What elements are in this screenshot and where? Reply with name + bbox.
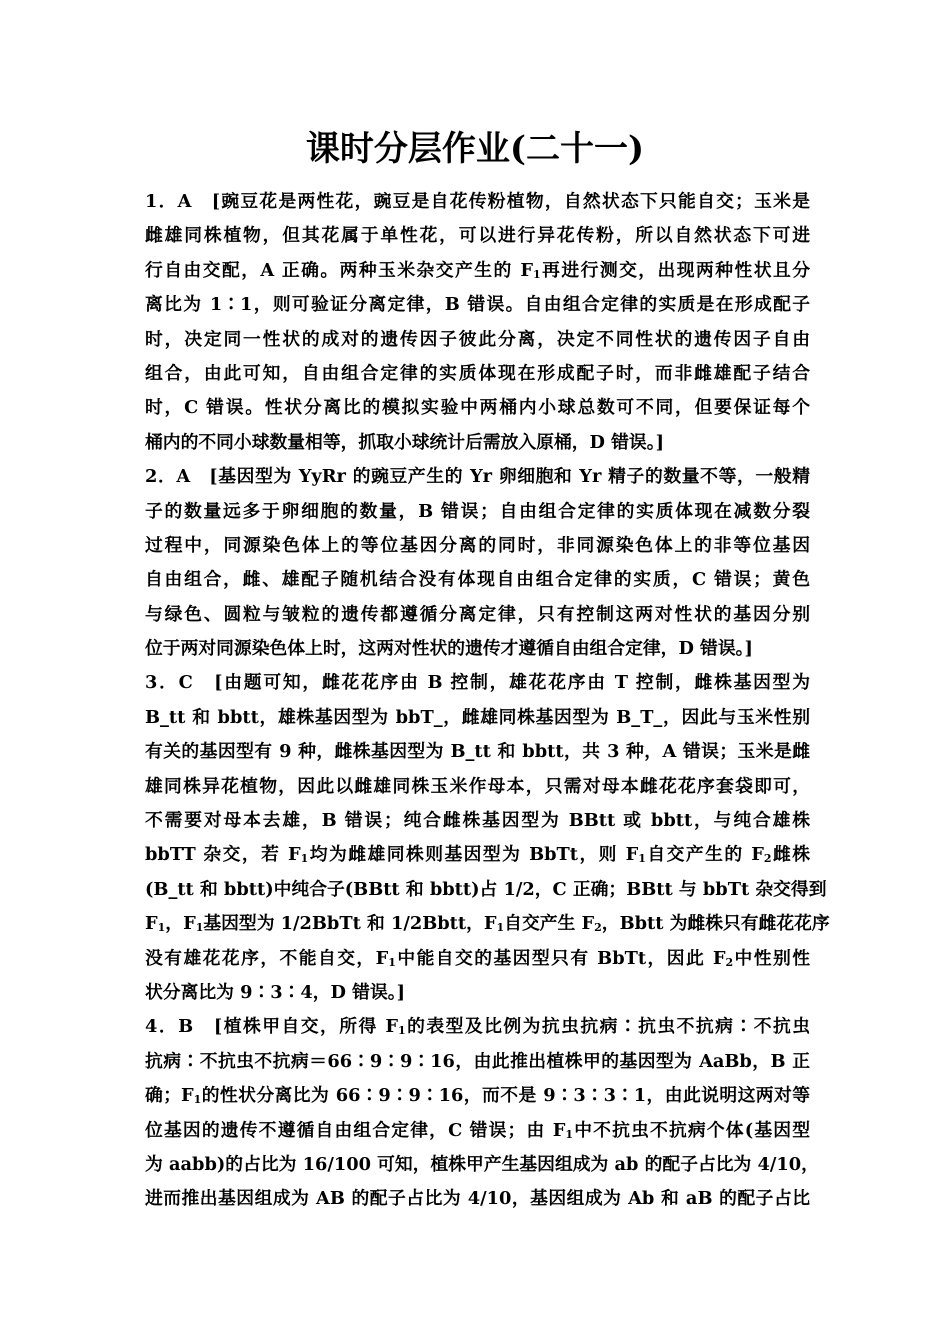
subscript: 2 (594, 921, 602, 935)
answer-item (145, 185, 810, 460)
answer-line (145, 976, 810, 1010)
text-run: 时，C 错误。性状分离比的模拟实验中两桶内小球总数可不同，但要保证每个 (145, 397, 810, 419)
answer-line (145, 323, 810, 357)
answer-line (145, 1114, 810, 1148)
answer-line (145, 495, 810, 529)
answer-line (145, 770, 810, 804)
text-run: 3．C [由题可知，雌花花序由 B 控制，雄花花序由 T 控制，雌株基因型为 (145, 672, 810, 694)
answer-line (145, 735, 810, 769)
subscript: 1 (565, 1127, 574, 1141)
answer-line (145, 1045, 810, 1079)
text-run: 4．B [植株甲自交，所得 F (145, 1016, 399, 1038)
text-run: 与绿色、圆粒与皱粒的遗传都遵循分离定律，只有控制这两对性状的基因分别 (145, 603, 810, 625)
text-run: 组合，由此可知，自由组合定律的实质体现在形成配子时，而非雌雄配子结合 (145, 362, 810, 384)
answer-line (145, 838, 810, 872)
answer-item (145, 666, 830, 1010)
subscript: 1 (300, 852, 309, 866)
text-run: 中能自交的基因型只有 BbTt，因此 F (395, 947, 726, 969)
text-run: 时，决定同一性状的成对的遗传因子彼此分离，决定不同性状的遗传因子自由 (145, 328, 810, 350)
answer-list (145, 185, 830, 1217)
answer-line (145, 185, 810, 219)
subscript: 2 (725, 955, 734, 969)
text-run: ，Bbtt 为雌株只有雌花花序 (601, 913, 830, 935)
subscript: 1 (388, 955, 396, 969)
page-title: 课时分层作业(二十一) (305, 129, 645, 169)
text-run: 基因型为 1/2BbTt 和 1/2Bbtt，F (203, 913, 497, 935)
text-run: 均为雌雄同株则基因型为 BbTt，则 F (308, 844, 639, 866)
text-run: 进而推出基因组成为 AB 的配子占比为 4/10，基因组成为 Ab 和 aB 的配子占比 (145, 1188, 810, 1210)
answer-line (145, 598, 810, 632)
answer-line (145, 1148, 819, 1182)
text-run: 的表型及比例为抗虫抗病∶抗虫不抗病∶不抗虫 (405, 1016, 810, 1038)
answer-line (145, 219, 810, 253)
text-run: 2．A [基因型为 YyRr 的豌豆产生的 Yr 卵细胞和 Yr 精子的数量不等，一般精 (145, 466, 810, 488)
text-run: 的性状分离比为 66∶9∶9∶16，而不是 9∶3∶3∶1，由此说明这两对等 (201, 1085, 811, 1107)
answer-line (145, 391, 810, 425)
answer-line (145, 529, 810, 563)
answer-line (145, 701, 810, 735)
text-run: ，F (165, 913, 196, 935)
text-run: 位于两对同源染色体上时，这两对性状的遗传才遵循自由组合定律，D 错误。] (145, 638, 753, 660)
text-run: 自交产生的 F (645, 844, 764, 866)
text-run: 雌雄同株植物，但其花属于单性花，可以进行异花传粉，所以自然状态下可进 (145, 225, 810, 247)
text-run: 自交产生 F (504, 913, 595, 935)
text-run: 1．A [豌豆花是两性花，豌豆是自花传粉植物，自然状态下只能自交；玉米是 (145, 191, 810, 212)
text-run: (B_tt 和 bbtt)中纯合子(BBtt 和 bbtt)占 1/2，C 正确；BBtt 与 bbTt 杂交得到 (145, 878, 827, 900)
answer-line (145, 804, 810, 838)
answer-item (145, 460, 810, 666)
text-run: 再进行测交，出现两种性状且分 (540, 259, 810, 281)
subscript: 1 (195, 921, 204, 935)
answer-line (145, 460, 810, 494)
text-run: 中性别性 (733, 947, 810, 969)
subscript: 1 (638, 852, 646, 866)
text-run: 行自由交配，A 正确。两种玉米杂交产生的 F (145, 259, 533, 281)
answer-line (145, 1182, 810, 1216)
answer-line (145, 288, 810, 322)
text-run: 中不抗虫不抗病个体(基因型 (573, 1119, 810, 1141)
text-run: 离比为 1∶1，则可验证分离定律，B 错误。自由组合定律的实质是在形成配子 (145, 294, 810, 316)
answer-line (145, 632, 810, 666)
answer-line (145, 666, 810, 700)
text-run: 没有雄花花序，不能自交，F (145, 947, 389, 969)
answer-line (145, 942, 810, 976)
text-run: 过程中，同源染色体上的等位基因分离的同时，非同源染色体上的非等位基因 (145, 534, 810, 556)
answer-line (145, 1079, 810, 1113)
answer-line (145, 907, 830, 941)
text-run: F (145, 913, 158, 935)
subscript: 1 (496, 921, 505, 935)
subscript: 1 (157, 921, 166, 935)
subscript: 1 (533, 267, 541, 281)
answer-line (145, 254, 810, 288)
text-run: 不需要对母本去雄，B 错误；纯合雌株基因型为 BBtt 或 bbtt，与纯合雄株 (145, 810, 810, 832)
subscript: 2 (763, 852, 772, 866)
text-run: 位基因的遗传不遵循自由组合定律，C 错误；由 F (145, 1119, 566, 1141)
subscript: 1 (193, 1093, 202, 1107)
answer-line (145, 426, 810, 460)
answer-item (145, 1010, 819, 1216)
text-run: 雄同株异花植物，因此以雌雄同株玉米作母本，只需对母本雌花花序套袋即可， (145, 775, 810, 797)
text-run: 子的数量远多于卵细胞的数量，B 错误；自由组合定律的实质体现在减数分裂 (145, 500, 810, 522)
subscript: 1 (398, 1024, 406, 1038)
text-run: 确；F (145, 1085, 194, 1107)
answer-line (145, 357, 810, 391)
answer-line (145, 873, 827, 907)
text-run: bbTT 杂交，若 F (145, 844, 301, 866)
text-run: 抗病∶不抗虫不抗病＝66∶9∶9∶16，由此推出植株甲的基因型为 AaBb，B 正 (145, 1050, 810, 1072)
text-run: 有关的基因型有 9 种，雌株基因型为 B_tt 和 bbtt，共 3 种，A 错误；玉米是雌 (145, 741, 810, 763)
answer-line (145, 563, 810, 597)
text-run: B_tt 和 bbtt，雄株基因型为 bbT_，雌雄同株基因型为 B_T_，因此与玉米性别 (145, 706, 810, 728)
text-run: 为 aabb)的占比为 16/100 可知，植株甲产生基因组成为 ab 的配子占比为 4/10， (145, 1153, 819, 1175)
text-run: 状分离比为 9∶3∶4，D 错误。] (145, 981, 406, 1003)
answer-line (145, 1010, 810, 1044)
text-run: 桶内的不同小球数量相等，抓取小球统计后需放入原桶，D 错误。] (145, 431, 665, 453)
text-run: 雌株 (771, 844, 810, 866)
text-run: 自由组合，雌、雄配子随机结合没有体现自由组合定律的实质，C 错误；黄色 (145, 569, 810, 591)
